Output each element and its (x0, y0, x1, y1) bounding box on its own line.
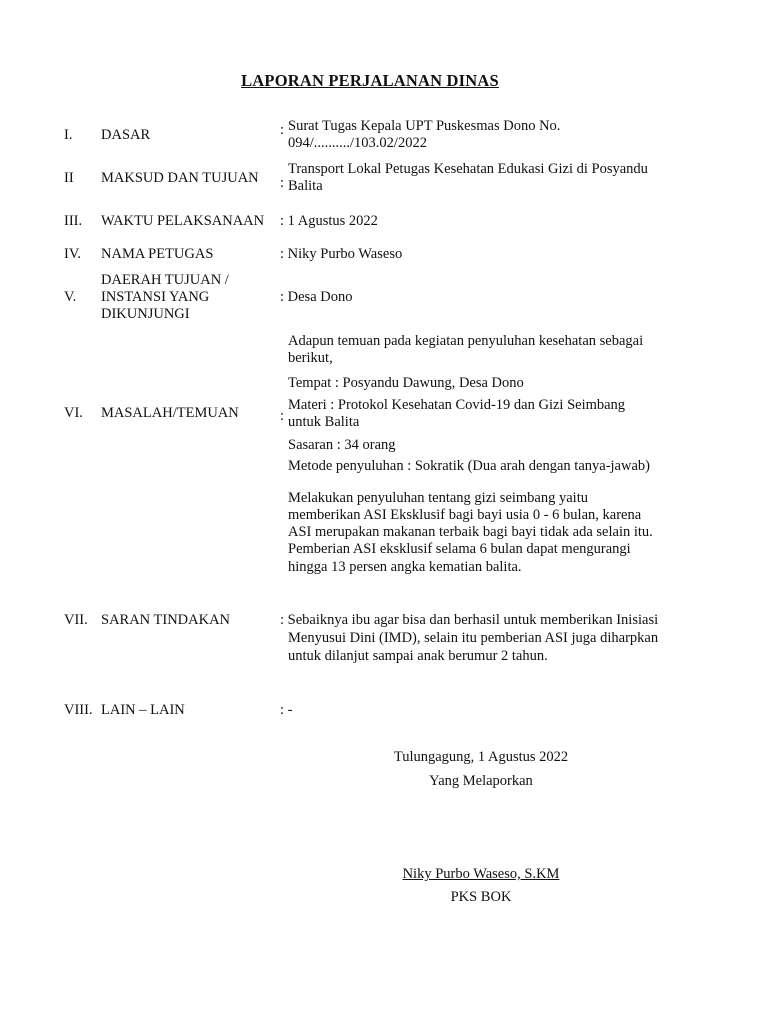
findings-materi-line: Materi : Protokol Kesehatan Covid-19 dan Gizi Seimbang (288, 397, 626, 413)
section-number: VI. (64, 405, 83, 421)
signature-position: PKS BOK (450, 889, 512, 905)
section-value-line: untuk dilanjut sampai anak berumur 2 tahun. (288, 648, 548, 664)
colon: : (280, 408, 285, 424)
signature-place-date: Tulungagung, 1 Agustus 2022 (393, 749, 569, 765)
section-value-line: Transport Lokal Petugas Kesehatan Edukasi Gizi di Posyandu (288, 161, 648, 177)
section-value-line: Menyusui Dini (IMD), selain itu pemberian ASI juga diharpkan (288, 630, 659, 646)
section-value: : Niky Purbo Waseso (280, 246, 403, 262)
section-label: MASALAH/TEMUAN (101, 405, 239, 421)
section-label: LAIN – LAIN (101, 702, 185, 718)
findings-metode: Metode penyuluhan : Sokratik (Dua arah dengan tanya-jawab) (288, 458, 650, 474)
signature-caption: Yang Melaporkan (429, 773, 533, 789)
colon: : (280, 122, 285, 138)
findings-tempat: Tempat : Posyandu Dawung, Desa Dono (288, 375, 524, 391)
findings-sasaran: Sasaran : 34 orang (288, 437, 396, 453)
section-label: DASAR (101, 127, 151, 143)
section-number: V. (64, 289, 77, 305)
section-value-line: : Sebaiknya ibu agar bisa dan berhasil untuk memberikan Inisiasi (280, 612, 659, 628)
section-number: I. (64, 127, 73, 143)
section-label: SARAN TINDAKAN (101, 612, 231, 628)
section-number: VIII. (64, 702, 93, 718)
section-number: III. (64, 213, 83, 229)
signature-name (330, 866, 632, 883)
section-number: VII. (64, 612, 88, 628)
section-label: WAKTU PELAKSANAAN (101, 213, 265, 229)
findings-detail-line: hingga 13 persen angka kematian balita. (288, 559, 522, 575)
section-label-line: DIKUNJUNGI (101, 306, 190, 322)
section-value: : Desa Dono (280, 289, 353, 305)
document-title: LAPORAN PERJALANAN DINAS (241, 71, 499, 90)
findings-detail-line: Pemberian ASI eksklusif selama 6 bulan dapat mengurangi (288, 541, 631, 557)
findings-detail-line: memberikan ASI Eksklusif bagi bayi usia 0 - 6 bulan, karena (288, 507, 642, 523)
section-label: MAKSUD DAN TUJUAN (101, 170, 259, 186)
signature-name-text: Niky Purbo Waseso, S.KM (402, 866, 560, 882)
findings-materi-line: untuk Balita (288, 414, 360, 430)
findings-intro-line: berikut, (288, 350, 333, 366)
section-value: : 1 Agustus 2022 (280, 213, 378, 229)
section-number: II (64, 170, 74, 186)
section-value-line: Surat Tugas Kepala UPT Puskesmas Dono No. (288, 118, 561, 134)
findings-detail-line: Melakukan penyuluhan tentang gizi seimbang yaitu (288, 490, 588, 506)
section-label: NAMA PETUGAS (101, 246, 214, 262)
findings-detail-line: ASI merupakan makanan terbaik bagi bayi tidak ada selain itu. (288, 524, 653, 540)
section-value-line: 094/........../103.02/2022 (288, 135, 427, 151)
colon: : (280, 175, 285, 191)
section-label-line: DAERAH TUJUAN / (101, 272, 229, 288)
section-number: IV. (64, 246, 82, 262)
section-value-line: Balita (288, 178, 323, 194)
findings-intro-line: Adapun temuan pada kegiatan penyuluhan kesehatan sebagai (288, 333, 644, 349)
section-label-line: INSTANSI YANG (101, 289, 210, 305)
section-value: : - (280, 702, 293, 718)
